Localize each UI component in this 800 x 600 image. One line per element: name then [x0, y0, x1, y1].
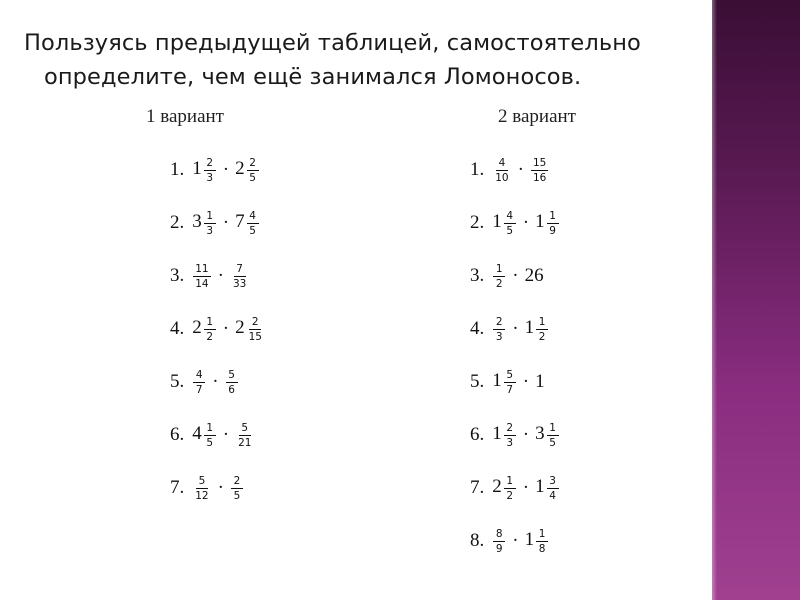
first-factor: [192, 475, 211, 502]
denominator: 5: [233, 489, 241, 502]
numerator: 1: [204, 422, 216, 436]
numerator: 1: [204, 210, 216, 224]
first-factor: [492, 263, 506, 290]
numerator: 1: [536, 528, 548, 542]
denominator: 4: [549, 489, 556, 502]
first-factor: [492, 475, 517, 502]
numerator: 2: [247, 157, 259, 171]
fraction: [504, 369, 516, 396]
numerator: 1: [547, 210, 559, 224]
second-factor: [235, 422, 254, 449]
numerator: 1: [547, 422, 559, 436]
numerator: 5: [504, 369, 516, 383]
multiply-sign: ·: [522, 212, 530, 233]
exercise-number: 4.: [170, 318, 185, 339]
numerator: 2: [504, 422, 516, 436]
fraction: [231, 475, 243, 502]
whole-part: 2: [492, 476, 502, 498]
title-line-1: Пользуясь предыдущей таблицей, самостоятельно: [24, 30, 641, 56]
whole-part: 1: [524, 317, 535, 339]
exercise-item: [470, 203, 560, 243]
denominator: 33: [232, 277, 247, 290]
numerator: 1: [536, 316, 548, 330]
second-factor: [230, 475, 244, 502]
whole-part: 1: [492, 370, 502, 392]
denominator: 9: [495, 542, 503, 555]
exercise-number: 3.: [470, 265, 485, 286]
numerator: 1: [493, 263, 505, 277]
variant-2-heading: 2 вариант: [498, 106, 576, 127]
denominator: 3: [206, 171, 214, 184]
numerator: 15: [532, 156, 547, 169]
first-factor: [192, 210, 217, 237]
exercise-number: 2.: [470, 212, 485, 233]
exercise-item: [170, 362, 239, 402]
fraction: [204, 157, 216, 184]
slide-title: [24, 26, 714, 94]
exercise-item: [470, 256, 545, 296]
exercise-number: 7.: [170, 477, 185, 498]
whole-part: 3: [535, 423, 545, 445]
first-factor: [192, 263, 211, 290]
whole-part: 1: [492, 211, 502, 233]
numerator: 1: [204, 316, 216, 330]
second-factor: [535, 371, 546, 393]
first-factor: [492, 157, 511, 184]
whole-part: 3: [192, 211, 202, 233]
numerator: 7: [234, 263, 246, 277]
fraction: [236, 422, 253, 449]
fraction: [247, 157, 259, 184]
exercise-item: [170, 256, 249, 296]
fraction: [231, 263, 248, 290]
whole-part: 1: [524, 529, 535, 551]
exercise-number: 2.: [170, 212, 185, 233]
numerator: 3: [547, 475, 559, 489]
denominator: 3: [495, 330, 503, 343]
denominator: 14: [195, 277, 209, 290]
fraction: [536, 528, 548, 555]
denominator: 15: [248, 330, 262, 343]
denominator: 21: [238, 436, 252, 449]
denominator: 7: [506, 383, 514, 396]
numerator: 2: [231, 475, 243, 489]
multiply-sign: ·: [512, 318, 519, 339]
first-factor: [492, 528, 506, 555]
fraction: [547, 475, 559, 502]
multiply-sign: ·: [517, 159, 524, 180]
exercise-number: 6.: [470, 424, 485, 445]
multiply-sign: ·: [217, 477, 224, 498]
exercise-item: [470, 521, 549, 561]
denominator: 16: [532, 171, 547, 184]
first-factor: [492, 422, 517, 449]
multiply-sign: ·: [512, 265, 519, 286]
second-factor: [225, 369, 239, 396]
multiply-sign: ·: [222, 318, 230, 339]
first-factor: [492, 210, 517, 237]
denominator: 12: [195, 489, 209, 502]
numerator: 4: [496, 157, 508, 171]
first-factor: [192, 369, 206, 396]
denominator: 2: [206, 330, 214, 343]
whole-part: 1: [192, 158, 202, 180]
second-factor: [530, 157, 549, 184]
exercise-number: 3.: [170, 265, 185, 286]
denominator: 3: [506, 436, 514, 449]
exercise-number: 7.: [470, 477, 485, 498]
fraction: [536, 316, 548, 343]
numerator: 11: [195, 262, 209, 275]
multiply-sign: ·: [222, 159, 230, 180]
fraction: [204, 210, 216, 237]
multiply-sign: ·: [222, 424, 230, 445]
denominator: 5: [506, 224, 514, 237]
exercise-item: [170, 150, 260, 190]
exercise-item: [470, 150, 549, 190]
numerator: 5: [239, 422, 251, 436]
whole-part: 2: [235, 158, 245, 180]
denominator: 3: [206, 224, 214, 237]
denominator: 5: [249, 224, 256, 237]
exercise-item: [170, 309, 265, 349]
multiply-sign: ·: [512, 530, 519, 551]
exercise-item: [470, 468, 560, 508]
second-factor: [525, 528, 550, 555]
numerator: 5: [196, 475, 208, 489]
first-factor: [492, 316, 506, 343]
denominator: 8: [538, 542, 546, 555]
whole-part: 1: [535, 371, 545, 392]
second-factor: [525, 316, 550, 343]
second-factor: [235, 210, 260, 237]
multiply-sign: ·: [522, 477, 530, 498]
fraction: [226, 369, 238, 396]
second-factor: [525, 265, 545, 287]
numerator: 4: [247, 210, 259, 224]
first-factor: [192, 157, 217, 184]
exercise-number: 5.: [470, 371, 485, 392]
denominator: 7: [195, 383, 203, 396]
multiply-sign: ·: [222, 212, 230, 233]
second-factor: [235, 157, 260, 184]
second-factor: [230, 263, 249, 290]
whole-part: 7: [235, 211, 245, 233]
multiply-sign: ·: [522, 424, 530, 445]
exercise-number: 6.: [170, 424, 185, 445]
first-factor: [192, 422, 217, 449]
whole-part: 4: [192, 423, 202, 445]
fraction: [531, 157, 548, 184]
whole-part: 26: [524, 265, 544, 286]
fraction: [193, 263, 210, 290]
numerator: 4: [193, 369, 205, 383]
multiply-sign: ·: [217, 265, 224, 286]
exercise-number: 4.: [470, 318, 485, 339]
fraction: [247, 210, 259, 237]
fraction: [247, 316, 264, 343]
exercise-number: 5.: [170, 371, 185, 392]
denominator: 2: [506, 489, 514, 502]
denominator: 5: [549, 436, 556, 449]
numerator: 2: [204, 157, 216, 171]
denominator: 6: [228, 383, 235, 396]
fraction: [547, 210, 559, 237]
multiply-sign: ·: [522, 371, 530, 392]
denominator: 2: [495, 277, 503, 290]
fraction: [504, 210, 516, 237]
fraction: [493, 157, 510, 184]
whole-part: 2: [235, 317, 245, 339]
variant-1-heading: 1 вариант: [146, 106, 224, 127]
fraction: [204, 422, 216, 449]
fraction: [493, 528, 505, 555]
multiply-sign: ·: [212, 371, 219, 392]
exercise-item: [170, 468, 244, 508]
second-factor: [535, 210, 560, 237]
exercise-item: [470, 362, 546, 402]
second-factor: [535, 422, 560, 449]
first-factor: [192, 316, 217, 343]
numerator: 1: [504, 475, 516, 489]
numerator: 5: [226, 369, 238, 383]
fraction: [204, 316, 216, 343]
exercise-number: 1.: [470, 159, 485, 180]
denominator: 9: [549, 224, 556, 237]
exercise-item: [470, 415, 560, 455]
exercise-number: 8.: [470, 530, 485, 551]
first-factor: [492, 369, 517, 396]
whole-part: 2: [192, 317, 202, 339]
numerator: 2: [493, 316, 505, 330]
whole-part: 1: [492, 423, 502, 445]
exercise-item: [170, 203, 260, 243]
denominator: 10: [495, 171, 509, 184]
fraction: [493, 263, 505, 290]
denominator: 5: [206, 436, 214, 449]
decorative-side-band: [712, 0, 800, 600]
second-factor: [535, 475, 560, 502]
numerator: 8: [493, 528, 505, 542]
whole-part: 1: [535, 476, 545, 498]
title-line-2: определите, чем ещё занимался Ломоносов.: [44, 64, 582, 90]
numerator: 4: [504, 210, 516, 224]
fraction: [493, 316, 505, 343]
exercise-number: 1.: [170, 159, 185, 180]
exercise-item: [170, 415, 254, 455]
whole-part: 1: [535, 211, 545, 233]
fraction: [193, 475, 210, 502]
second-factor: [235, 316, 265, 343]
fraction: [504, 422, 516, 449]
exercise-item: [470, 309, 549, 349]
fraction: [193, 369, 205, 396]
denominator: 2: [538, 330, 546, 343]
numerator: 2: [249, 316, 261, 330]
denominator: 5: [249, 171, 256, 184]
fraction: [547, 422, 559, 449]
fraction: [504, 475, 516, 502]
